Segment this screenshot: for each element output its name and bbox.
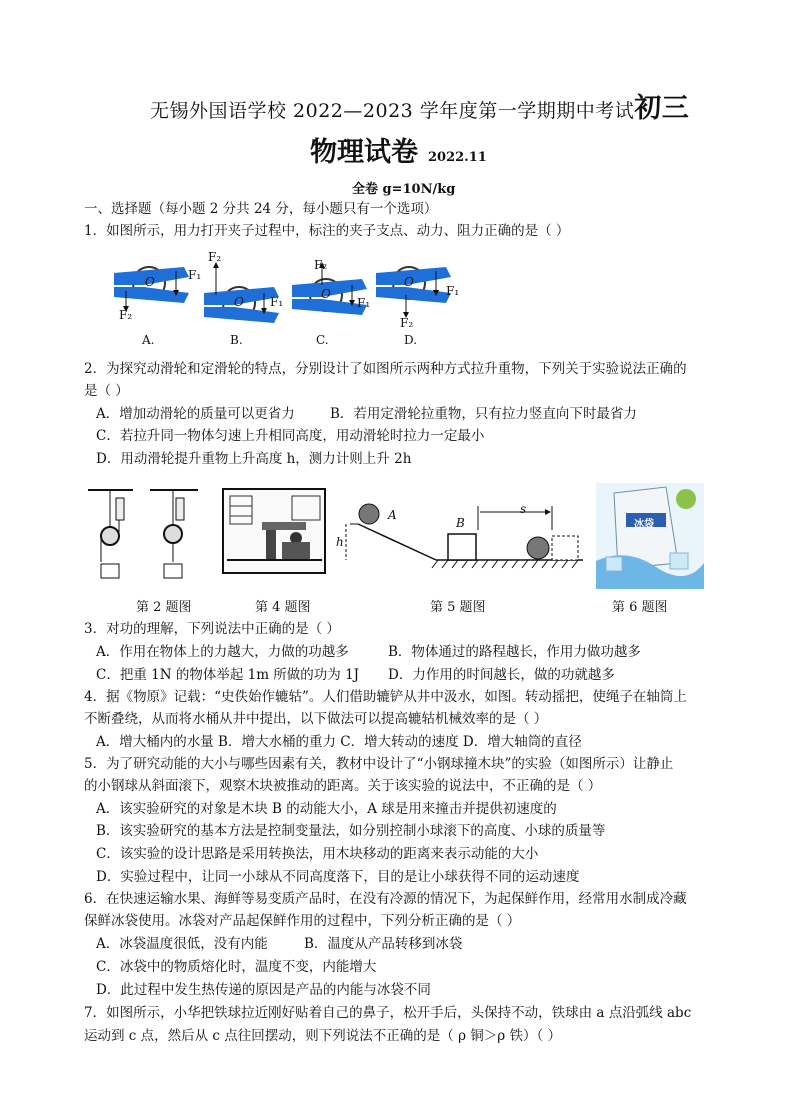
q1-stem: 1．如图所示，用力打开夹子过程中，标注的夹子支点、动力、阻力正确的是（ ） <box>84 223 570 239</box>
q5-block-b-label: B <box>456 516 465 530</box>
q6-stem-line1: 6．在快速运输水果、海鲜等易变质产品时，在没有冷源的情况下，为起保鲜作用，经常用水制成冷藏 <box>84 891 687 907</box>
q5-option-b: B．该实验研究的基本方法是控制变量法，如分别控制小球滚下的高度、小球的质量等 <box>96 823 606 839</box>
exam-title <box>150 86 689 125</box>
q1-f2-label-c: F₂ <box>314 258 328 272</box>
q1-f2-label-d: F₂ <box>400 316 414 330</box>
clip-figure-a <box>114 267 189 311</box>
exam-date: 2022.11 <box>428 150 487 165</box>
q7-stem-line1: 7．如图所示，小华把铁球拉近刚好贴着自己的鼻子，松开手后，头保持不动，铁球由 a 点沿弧线 abc <box>84 1005 692 1021</box>
q1-f1-label-a: F₁ <box>188 268 202 282</box>
q1-o-label-b: O <box>234 295 244 309</box>
exam-title-grade: 初三 <box>634 93 690 124</box>
q1-f2-label-a: F₂ <box>119 308 133 322</box>
q1-o-label-a: O <box>145 275 155 289</box>
q2-stem-line2: 是（ ） <box>84 383 129 399</box>
q6-ice-bag-figure <box>596 483 704 589</box>
q1-option-d-label: D. <box>404 333 418 347</box>
q2-option-c: C．若拉升同一物体匀速上升相同高度，用动滑轮时拉力一定最小 <box>96 428 485 444</box>
q5-distance-label: s <box>520 502 527 516</box>
q3-option-d: D．力作用的时间越长，做的功就越多 <box>388 667 615 683</box>
q1-o-label-d: O <box>404 275 414 289</box>
q3-stem: 3．对功的理解，下列说法中正确的是（ ） <box>84 621 340 637</box>
fig4-caption: 第 4 题图 <box>255 600 311 615</box>
q2-option-d: D．用动滑轮提升重物上升高度 h，测力计则上升 2h <box>96 451 412 467</box>
q1-option-b-label: B. <box>230 333 243 347</box>
fig2-caption: 第 2 题图 <box>136 600 192 615</box>
q3-option-c: C．把重 1N 的物体举起 1m 所做的功为 1J <box>96 667 360 683</box>
q7-stem-line2: 运动到 c 点，然后从 c 点往回摆动，则下列说法不正确的是（ ρ 铜＞ρ 铁）（ ） <box>84 1028 562 1044</box>
clip-figure-b <box>204 263 279 323</box>
q5-option-c: C．该实验的设计思路是采用转换法，用木块移动的距离来表示动能的大小 <box>96 846 539 862</box>
fig5-caption: 第 5 题图 <box>430 600 486 615</box>
q5-stem-line1: 5．为了研究动能的大小与哪些因素有关，教材中设计了“小钢球撞木块”的实验（如图所示）让静止 <box>84 756 674 772</box>
q4-options: A．增大桶内的水量 B．增大水桶的重力 C．增大转动的速度 D．增大轴筒的直径 <box>96 734 582 750</box>
fig6-caption: 第 6 题图 <box>612 600 668 615</box>
q1-f1-label-c: F₁ <box>357 296 371 310</box>
q1-o-label-c: O <box>321 287 331 301</box>
q5-ramp-figure <box>338 500 586 572</box>
q4-stem-line2: 不断叠绕，从而将水桶从井中提出，以下做法可以提高辘轱机械效率的是（ ） <box>84 711 548 727</box>
q5-height-label: h <box>336 535 344 549</box>
q2-option-a: A．增加动滑轮的质量可以更省力 <box>96 406 295 422</box>
q3-option-b: B．物体通过的路程越长，作用力做功越多 <box>388 644 641 660</box>
q5-option-a: A．该实验研究的对象是木块 B 的动能大小，A 球是用来撞击并提供初速度的 <box>96 801 557 817</box>
gravity-note: 全卷 g=10N/kg <box>352 182 456 197</box>
q1-option-a-label: A. <box>142 333 155 347</box>
exam-title-main: 无锡外国语学校 2022—2023 学年度第一学期期中考试 <box>150 100 635 122</box>
q2-option-b: B．若用定滑轮拉重物，只有拉力竖直向下时最省力 <box>330 406 637 422</box>
q5-ball-a-label: A <box>388 508 397 522</box>
q6-option-b: B．温度从产品转移到冰袋 <box>304 936 463 952</box>
q6-bag-text: 冰袋 <box>634 519 654 530</box>
q5-stem-line2: 的小钢球从斜面滚下，观察木块被推动的距离。关于该实验的说法中，不正确的是（ ） <box>84 778 602 794</box>
q5-option-d: D．实验过程中，让同一小球从不同高度落下，目的是让小球获得不同的运动速度 <box>96 869 580 885</box>
q2-pulley-figure <box>88 484 203 584</box>
q6-option-a: A．冰袋温度很低，没有内能 <box>96 936 268 952</box>
q2-stem-line1: 2．为探究动滑轮和定滑轮的特点，分别设计了如图所示两种方式拉升重物，下列关于实验说法正确的 <box>84 361 687 377</box>
section-heading: 一、选择题（每小题 2 分共 24 分，每小题只有一个选项） <box>84 201 438 217</box>
q4-stem-line1: 4．据《物原》记载：“史佚始作辘轱”。人们借助辘铲从井中汲水，如图。转动摇把，使绳子在轴筒上 <box>84 689 687 705</box>
q1-f1-label-b: F₁ <box>270 295 284 309</box>
q3-option-a: A．作用在物体上的力越大，力做的功越多 <box>96 644 349 660</box>
subject-title <box>310 130 487 169</box>
q1-f1-label-d: F₁ <box>446 284 460 298</box>
subject-name: 物理试卷 <box>310 137 418 168</box>
q4-windlass-figure <box>222 488 326 574</box>
q6-stem-line2: 保鲜冰袋使用。冰袋对产品起保鲜作用的过程中，下列分析正确的是（ ） <box>84 913 521 929</box>
q6-option-d: D．此过程中发生热传递的原因是产品的内能与冰袋不同 <box>96 982 431 998</box>
q1-option-c-label: C. <box>316 333 329 347</box>
q6-option-c: C．冰袋中的物质熔化时，温度不变，内能增大 <box>96 959 377 975</box>
q1-f2-label-b: F₂ <box>208 250 222 264</box>
